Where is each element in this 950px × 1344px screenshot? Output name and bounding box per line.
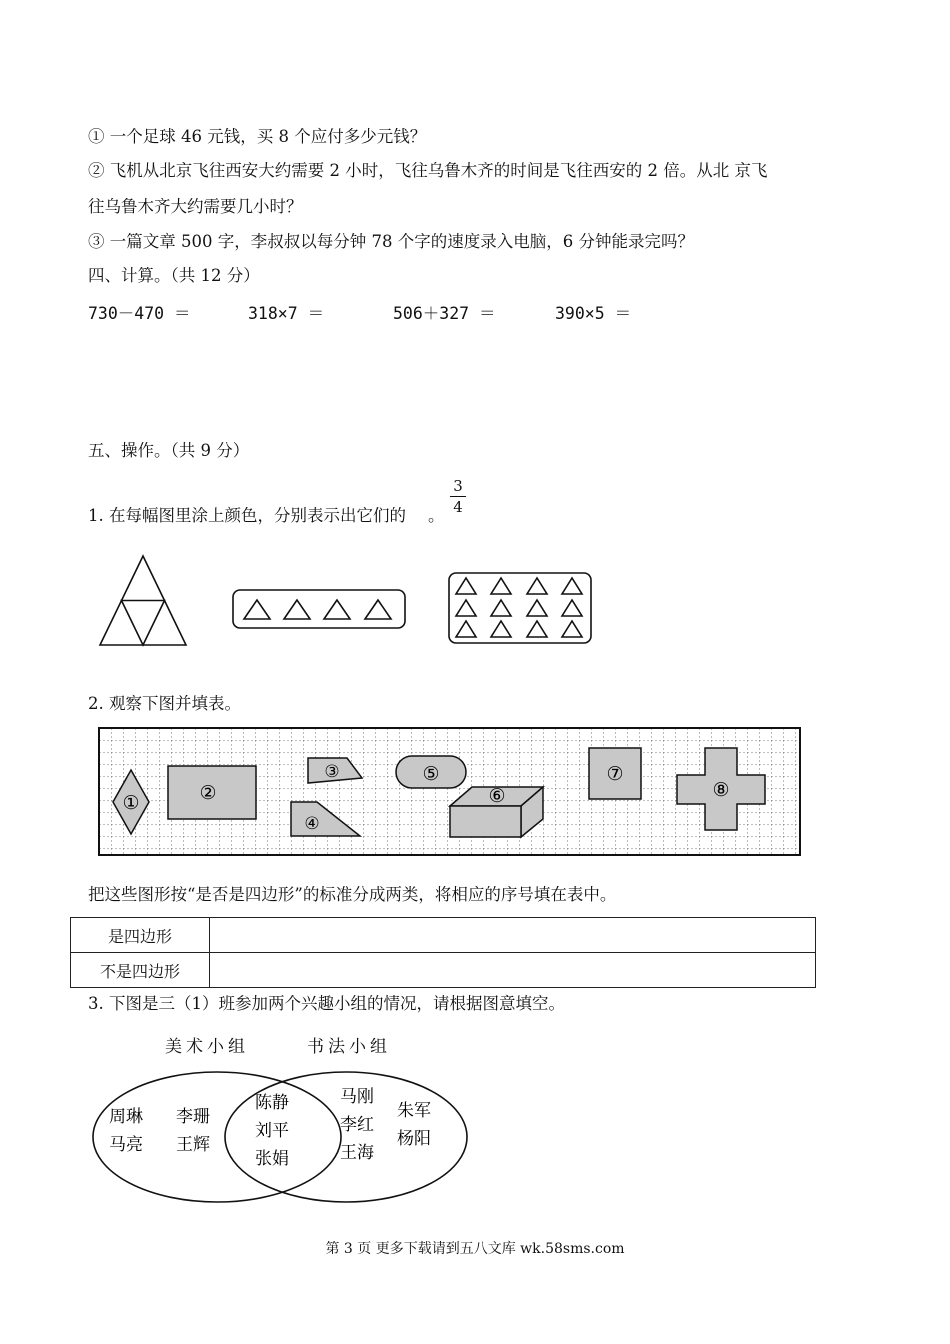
name-right-4: 朱军: [397, 1101, 431, 1121]
item-1-text: [88, 505, 445, 527]
name-left-3: 马亮: [109, 1135, 143, 1155]
name-right-5: 杨阳: [397, 1129, 431, 1149]
name-right-3: 王海: [340, 1143, 374, 1163]
question-1: ① 一个足球 46 元钱，买 8 个应付多少元钱？: [88, 127, 427, 146]
triangle-row-box: [233, 590, 405, 628]
table-row: [71, 953, 816, 988]
shape-8-label: ⑧: [712, 779, 730, 801]
item-1-text-before: 1. 在每幅图里涂上颜色，分别表示出它们的: [88, 506, 406, 525]
name-left-4: 王辉: [176, 1135, 210, 1155]
name-right-1: 马刚: [340, 1087, 374, 1107]
calc-3: 506＋327 ＝: [393, 304, 496, 323]
question-2-line1: ② 飞机从北京飞往西安大约需要 2 小时，飞往乌鲁木齐的时间是飞往西安的 2 倍。从北 京飞: [88, 161, 768, 180]
name-both-3: 张娟: [255, 1149, 289, 1169]
fraction-three-quarters: [450, 478, 466, 515]
fraction-bar: [450, 496, 466, 497]
fraction-numerator: 3: [453, 477, 463, 495]
item-3-title: 3. 下图是三（1）班参加两个兴趣小组的情况，请根据图意填空。: [88, 994, 565, 1013]
row-label-quadrilateral: 是四边形: [71, 918, 210, 953]
shape-6-label: ⑥: [488, 785, 506, 807]
question-2-line2: 往乌鲁木齐大约需要几小时？: [88, 197, 303, 216]
calc-2: 318×7 ＝: [248, 304, 325, 323]
section-4-title: 四、计算。（共 12 分）: [88, 266, 260, 285]
section-5-title: 五、操作。（共 9 分）: [88, 441, 250, 460]
shape-3-label: ③: [324, 762, 340, 782]
big-triangle-figure: [100, 556, 186, 645]
shape-2-label: ②: [199, 782, 217, 804]
name-right-2: 李红: [340, 1115, 374, 1135]
venn-diagram: [0, 1060, 950, 1220]
venn-right-names: [340, 1087, 431, 1163]
name-left-1: 周琳: [109, 1107, 143, 1127]
venn-right-group-title: 书法小组: [307, 1037, 391, 1057]
shape-grid-figure: [0, 720, 950, 860]
row-label-not-quadrilateral: 不是四边形: [71, 953, 210, 988]
name-both-2: 刘平: [255, 1121, 289, 1141]
fraction-figures: [0, 540, 950, 680]
classify-table: [70, 917, 816, 988]
page-footer: 第 3 页 更多下载请到五八文库 wk.58sms.com: [325, 1241, 625, 1257]
shape-7-label: ⑦: [606, 763, 624, 785]
name-left-2: 李珊: [176, 1107, 210, 1127]
question-3: ③ 一篇文章 500 字，李叔叔以每分钟 78 个字的速度录入电脑，6 分钟能录完吗？: [88, 232, 694, 251]
triangle-grid-box: [449, 573, 591, 643]
item-2-title: 2. 观察下图并填表。: [88, 694, 241, 713]
answer-cell-not-quadrilateral[interactable]: [210, 953, 816, 988]
shape-5-label: ⑤: [422, 763, 440, 785]
table-row: [71, 918, 816, 953]
name-both-1: 陈静: [255, 1093, 289, 1113]
calc-1: 730－470 ＝: [88, 304, 191, 323]
shape-1-label: ①: [122, 792, 140, 814]
classify-instruction: 把这些图形按“是否是四边形”的标准分成两类，将相应的序号填在表中。: [88, 885, 617, 904]
answer-cell-quadrilateral[interactable]: [210, 918, 816, 953]
venn-both-names: [255, 1093, 289, 1169]
fraction-denominator: 4: [453, 498, 463, 516]
item-1-text-after: 。: [428, 506, 445, 525]
shape-4-label: ④: [304, 814, 320, 834]
venn-left-group-title: 美术小组: [165, 1037, 249, 1057]
calc-4: 390×5 ＝: [555, 304, 632, 323]
venn-left-names: [109, 1107, 210, 1155]
